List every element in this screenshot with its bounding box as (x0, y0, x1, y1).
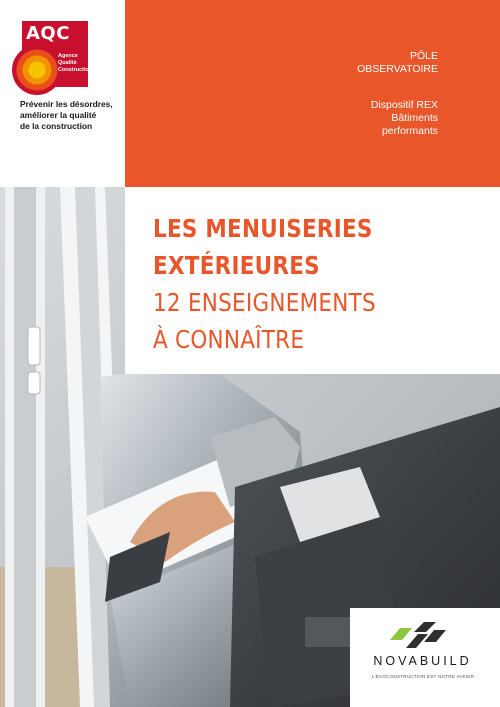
title-line-2: EXTÉRIEURES (153, 251, 320, 280)
aqc-logo-letters: AQC (26, 23, 70, 44)
tagline-line: améliorer la qualité (20, 110, 97, 120)
aqc-logo-line: Qualité (58, 60, 77, 66)
dispositif-line: performants (381, 125, 438, 137)
pole-line: OBSERVATOIRE (357, 63, 438, 75)
aqc-logo (22, 21, 93, 87)
header-orange-panel (125, 0, 500, 187)
dispositif-line: Bâtiments (391, 112, 438, 124)
tagline-line: Prévenir les désordres, (20, 99, 113, 109)
title-panel (125, 187, 500, 374)
novabuild-panel (350, 608, 500, 707)
pole-line: PÔLE (409, 50, 438, 62)
novabuild-name: NOVABUILD (373, 654, 472, 668)
subtitle-line-1: 12 ENSEIGNEMENTS (153, 288, 376, 317)
title-line-1: LES MENUISERIES (153, 214, 373, 243)
aqc-sun-icon (12, 45, 62, 95)
aqc-logo-line: Agence (58, 53, 78, 59)
subtitle-line-2: À CONNAÎTRE (153, 325, 305, 354)
pole-label (357, 50, 438, 76)
novabuild-logo-icon (388, 620, 448, 650)
dispositif-label (371, 99, 438, 138)
dispositif-line: Dispositif REX (370, 99, 438, 111)
tagline-line: de la construction (20, 121, 93, 131)
novabuild-tagline: L'ÉCOCONSTRUCTION EST NOTRE AVENIR (371, 674, 475, 679)
aqc-logo-line: Construction (58, 67, 93, 73)
brand-tagline (20, 99, 130, 132)
